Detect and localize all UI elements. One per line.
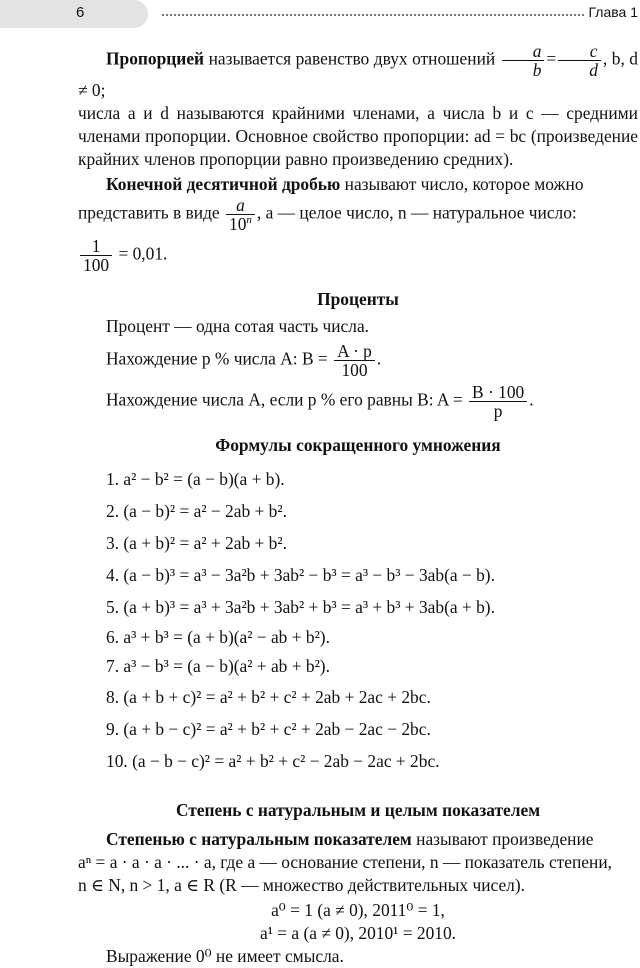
decimal-example-result: = 0,01. (118, 243, 168, 264)
power-example-one: a¹ = a (a ≠ 0), 2010¹ = 2010. (259, 923, 457, 943)
proportion-tail: , b, d ≠ 0; (78, 48, 638, 100)
decimal-lead: называют число, которое можно (344, 174, 584, 194)
percent-heading: Проценты (317, 289, 399, 309)
percent-find-part: Нахождение p % числа A: B = $\frac{A \cdot p}{100}$ . (106, 341, 382, 380)
formula-item: 10. (a − b − c)² = a² + b² + c² − 2ab − 2ac + 2bc. (106, 751, 440, 771)
percent-find-whole: Нахождение числа A, если p % его равны B: A = $\frac{B \cdot 100}{p}$ . (106, 382, 534, 421)
formula-item: 9. (a + b − c)² = a² + b² + c² + 2ab − 2ac − 2bc. (106, 719, 431, 739)
decimal-form (78, 196, 638, 233)
formula-item: 3. (a + b)² = a² + 2ab + b². (106, 533, 287, 553)
power-term: Степенью с натуральным показателем (106, 829, 412, 849)
proportion-explanation: числа a и d называются крайними членами, а числа b и c — средними членами пропорции. Основное свойство пропорции: ad = bc (произведение крайних членов пропорции равно произведению средних). (78, 103, 638, 169)
page-number: 6 (76, 4, 85, 21)
decimal-line2-start: представить в виде (78, 202, 220, 223)
one-hundredth: $\frac{1}{100}$ (80, 237, 112, 274)
proportion-lead: называется равенство двух отношений (208, 48, 496, 69)
power-definition (78, 828, 638, 851)
header-dotted-rule (162, 14, 584, 16)
formulas-heading: Формулы сокращенного умножения (215, 435, 501, 455)
decimal-definition (78, 173, 638, 196)
formula-item: 5. (a + b)³ = a³ + 3a²b + 3ab² + b³ = a³ + b³ + 3ab(a + b). (106, 597, 495, 617)
formula-item: 4. (a − b)³ = a³ − 3a²b + 3ab² − b³ = a³ − b³ − 3ab(a − b). (106, 565, 495, 585)
page-content (78, 40, 638, 968)
power-conditions: n ∈ N, n > 1, a ∈ R (R — множество действительных чисел). (78, 875, 525, 895)
chapter-label: Глава 1 (588, 4, 638, 20)
formula-item: 1. a² − b² = (a − b)(a + b). (106, 469, 285, 489)
decimal-line2-end: , a — целое число, n — натуральное число: (256, 202, 577, 223)
decimal-term: Конечной десятичной дробью (106, 174, 341, 194)
ratio-a-over-b: $\frac{a}{b}$ (502, 42, 545, 79)
power-example-zero: a⁰ = 1 (a ≠ 0), 2011⁰ = 1, (271, 900, 445, 920)
formula-item: 6. a³ + b³ = (a + b)(a² − ab + b²). (106, 627, 330, 647)
ap-over-100: $\frac{A \cdot p}{100}$ (334, 342, 375, 379)
formula-item: 8. (a + b + c)² = a² + b² + c² + 2ab + 2ac + 2bc. (106, 687, 431, 707)
decimal-example (78, 237, 638, 274)
ratio-c-over-d: $\frac{c}{d}$ (558, 42, 601, 79)
power-formula-line: aⁿ = a · a · a · ... · a, где a — основание степени, n — показатель степени, (78, 852, 612, 872)
power-heading: Степень с натуральным и целым показателем (175, 800, 541, 820)
b100-over-p: $\frac{B \cdot 100}{p}$ (469, 383, 527, 420)
formulas-list (78, 463, 638, 777)
proportion-definition: Пропорцией называется равенство двух отношений $\frac{a}{b}$ = $\frac{c}{d}$ , b, d ≠ 0; (78, 41, 638, 100)
formula-item: 2. (a − b)² = a² − 2ab + b². (106, 501, 287, 521)
power-lead: называют произведение (416, 829, 594, 849)
proportion-term: Пропорцией (106, 48, 205, 69)
page-number-tab (0, 0, 148, 28)
formula-item: 7. a³ − b³ = (a − b)(a² + ab + b²). (106, 656, 330, 676)
percent-definition: Процент — одна сотая часть числа. (106, 316, 370, 336)
zero-power-note: Выражение 0⁰ не имеет смысла. (106, 946, 344, 966)
a-over-10n: $\frac{a}{10^n}$ (226, 196, 255, 233)
page-header (0, 0, 640, 30)
